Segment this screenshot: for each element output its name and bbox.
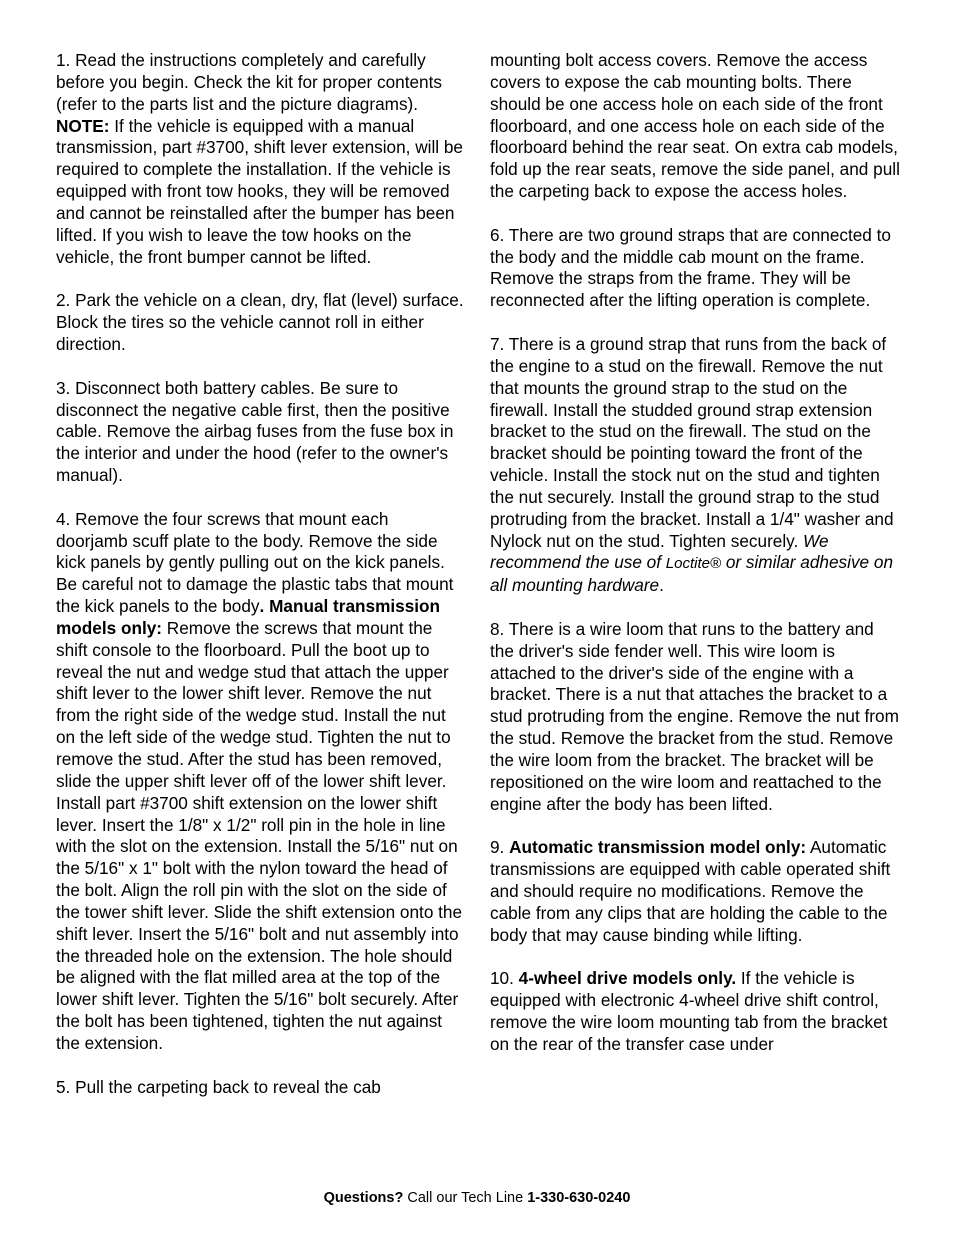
tech-line-phone: 1-330-630-0240 <box>527 1190 631 1206</box>
step-5-paragraph-continued: mounting bolt access covers. Remove the access covers to expose the cab mounting bolts. There should be one access hole on each side of the front floorboard, and one access hole on each side of the floorboard behind the rear seat. On extra cab models, fold up the rear seats, remove the side panel, and pull the carpeting back to expose the access holes. <box>490 50 900 202</box>
step-10-paragraph: 10. 4-wheel drive models only. If the vehicle is equipped with electronic 4-wheel drive shift control, remove the wire loom mounting tab from the bracket on the rear of the transfer case under <box>490 968 888 1054</box>
tech-line-footer: Questions? Call our Tech Line 1-330-630-0240 <box>323 1190 631 1206</box>
step-7-paragraph: 7. There is a ground strap that runs from the back of the engine to a stud on the firewall. Remove the nut that mounts the ground strap to the stud on the firewall. Install the studded ground strap extension bracket to the stud on the firewall. The stud on the bracket should be pointing toward the front of the vehicle. Install the stock nut on the stud and tighten the nut securely. Install the ground strap to the stud protruding from the bracket. Install a 1/4" washer and Nylock nut on the stud. Tighten securely. We recommend the use of Loctite® or similar adhesive on all mounting hardware. <box>490 333 894 596</box>
adhesive-recommendation: We recommend the use of Loctite® or similar adhesive on all mounting hardware <box>490 530 893 596</box>
manual-transmission-label: . Manual transmission models only: <box>56 596 441 638</box>
step-9-paragraph: 9. Automatic transmission model only: Automatic transmissions are equipped with cable operated shift and should require no modifications. Remove the cable from any clips that are holding the cable to the body that may cause binding while lifting. <box>490 837 891 945</box>
four-wheel-drive-label: 4-wheel drive models only. <box>518 968 737 989</box>
step-5-paragraph-start: 5. Pull the carpeting back to reveal the cab <box>56 1076 381 1097</box>
step-4-paragraph: 4. Remove the four screws that mount each doorjamb scuff plate to the body. Remove the side kick panels by gently pulling out on the kick panels. Be careful not to damage the plastic tabs that mount the kick panels to the body. Manual transmission models only: Remove the screws that mount the shift console to the floorboard. Pull the boot up to reveal the nut and wedge stud that attach the upper shift lever to the lower shift lever. Remove the nut from the right side of the wedge stud. Install the nut on the left side of the wedge stud. Tighten the nut to remove the stud. After the stud has been removed, slide the upper shift lever off of the lower shift lever. Install part #3700 shift extension on the lower shift lever. Insert the 1/8" x 1/2" roll pin in the hole in line with the slot on the extension. Install the 5/16" nut on the 5/16" x 1" bolt with the nylon toward the head of the bolt. Align the roll pin with the slot on the side of the tower shift lever. Slide the shift extension onto the shift lever. Insert the 5/16" bolt and nut assembly into the threaded hole on the extension. The hole should be aligned with the flat milled area at the top of the lower shift lever. Tighten the 5/16" bolt securely. After the bolt has been tightened, tighten the nut against the extension. <box>56 508 463 1053</box>
step-2-paragraph: 2. Park the vehicle on a clean, dry, flat (level) surface. Block the tires so the vehicle cannot roll in either direction. <box>56 290 464 354</box>
step-6-paragraph: 6. There are two ground straps that are connected to the body and the middle cab mount on the frame. Remove the straps from the frame. They will be reconnected after the lifting operation is complete. <box>490 224 891 311</box>
note-label: NOTE: <box>56 115 110 136</box>
step-1-paragraph: 1. Read the instructions completely and carefully before you begin. Check the kit for proper contents (refer to the parts list and the picture diagrams). NOTE: If the vehicle is equipped with a manual transmission, part #3700, shift lever extension, will be required to complete the installation. If the vehicle is equipped with front tow hooks, they will be removed and cannot be reinstalled after the bumper has been lifted. If you wish to leave the tow hooks on the vehicle, the front bumper cannot be lifted. <box>56 50 463 267</box>
automatic-transmission-label: Automatic transmission model only: <box>509 837 807 858</box>
step-3-paragraph: 3. Disconnect both battery cables. Be sure to disconnect the negative cable first, then the positive cable. Remove the airbag fuses from the fuse box in the interior and under the hood (refer to the owner's manual). <box>56 377 454 486</box>
left-column <box>56 50 464 1099</box>
step-8-paragraph: 8. There is a wire loom that runs to the battery and the driver's side fender well. This wire loom is attached to the driver's side of the engine with a bracket. There is a nut that attaches the bracket to a stud protruding from the engine. Remove the nut from the stud. Remove the bracket from the stud. Remove the wire loom from the bracket. The bracket will be repositioned on the wire loom and reattached to the engine after the body has been lifted. <box>490 618 899 814</box>
loctite-brand: Loctite® <box>665 555 722 573</box>
questions-label: Questions? <box>323 1190 404 1206</box>
right-column <box>490 50 900 1056</box>
